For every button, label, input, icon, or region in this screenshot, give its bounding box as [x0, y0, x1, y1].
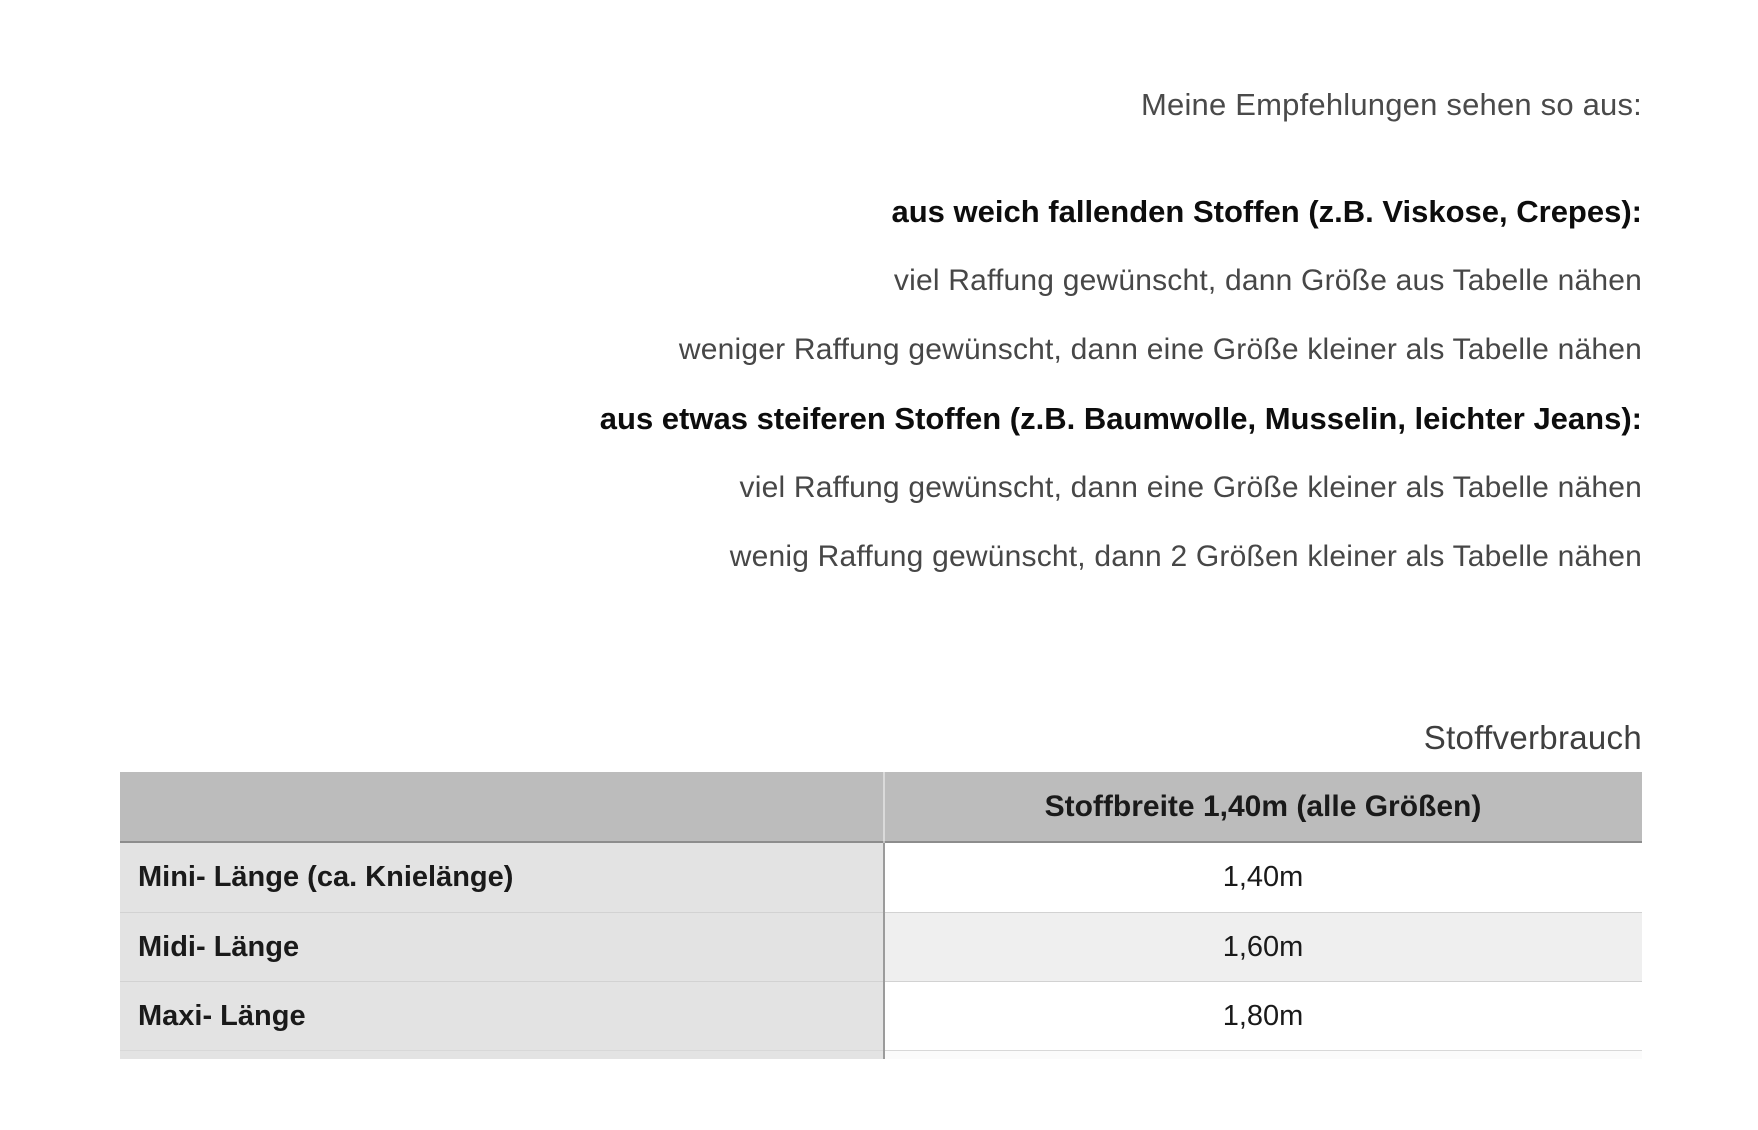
table-row — [120, 843, 1642, 912]
row-label-maxi-laenge: Maxi- Länge — [120, 982, 884, 1050]
table-header-stoffbreite: Stoffbreite 1,40m (alle Größen) — [1044, 789, 1482, 823]
stiff-fabrics-line-1: viel Raffung gewünscht, dann eine Größe kleiner als Tabelle nähen — [739, 471, 1642, 504]
table-column-divider — [883, 843, 885, 1059]
row-label-midi-laenge: Midi- Länge — [120, 913, 884, 981]
table-header-empty-cell — [120, 772, 884, 841]
table-row — [120, 912, 1642, 981]
row-label-mini-laenge: Mini- Länge (ca. Knielänge) — [120, 843, 884, 912]
stiff-fabrics-line-2: wenig Raffung gewünscht, dann 2 Größen kleiner als Tabelle nähen — [729, 540, 1642, 573]
row-value-mini-laenge: 1,40m — [884, 843, 1642, 912]
intro-line: Meine Empfehlungen sehen so aus: — [1140, 87, 1642, 122]
stiff-fabrics-heading: aus etwas steiferen Stoffen (z.B. Baumwolle, Musselin, leichter Jeans): — [599, 401, 1642, 436]
table-row — [120, 981, 1642, 1050]
row-value-maxi-laenge: 1,80m — [884, 982, 1642, 1050]
soft-fabrics-line-1: viel Raffung gewünscht, dann Größe aus Tabelle nähen — [893, 264, 1642, 297]
soft-fabrics-heading: aus weich fallenden Stoffen (z.B. Viskose, Crepes): — [891, 194, 1642, 229]
table-cropped-next-row — [120, 1051, 1642, 1059]
recommendations-block — [120, 177, 1642, 591]
soft-fabrics-line-2: weniger Raffung gewünscht, dann eine Größe kleiner als Tabelle nähen — [678, 333, 1642, 366]
fabric-consumption-table — [120, 772, 1642, 1059]
table-header-column-divider — [883, 772, 885, 843]
table-header-row — [120, 772, 1642, 843]
fabric-consumption-title: Stoffverbrauch — [1423, 719, 1642, 756]
row-value-midi-laenge: 1,60m — [884, 913, 1642, 981]
